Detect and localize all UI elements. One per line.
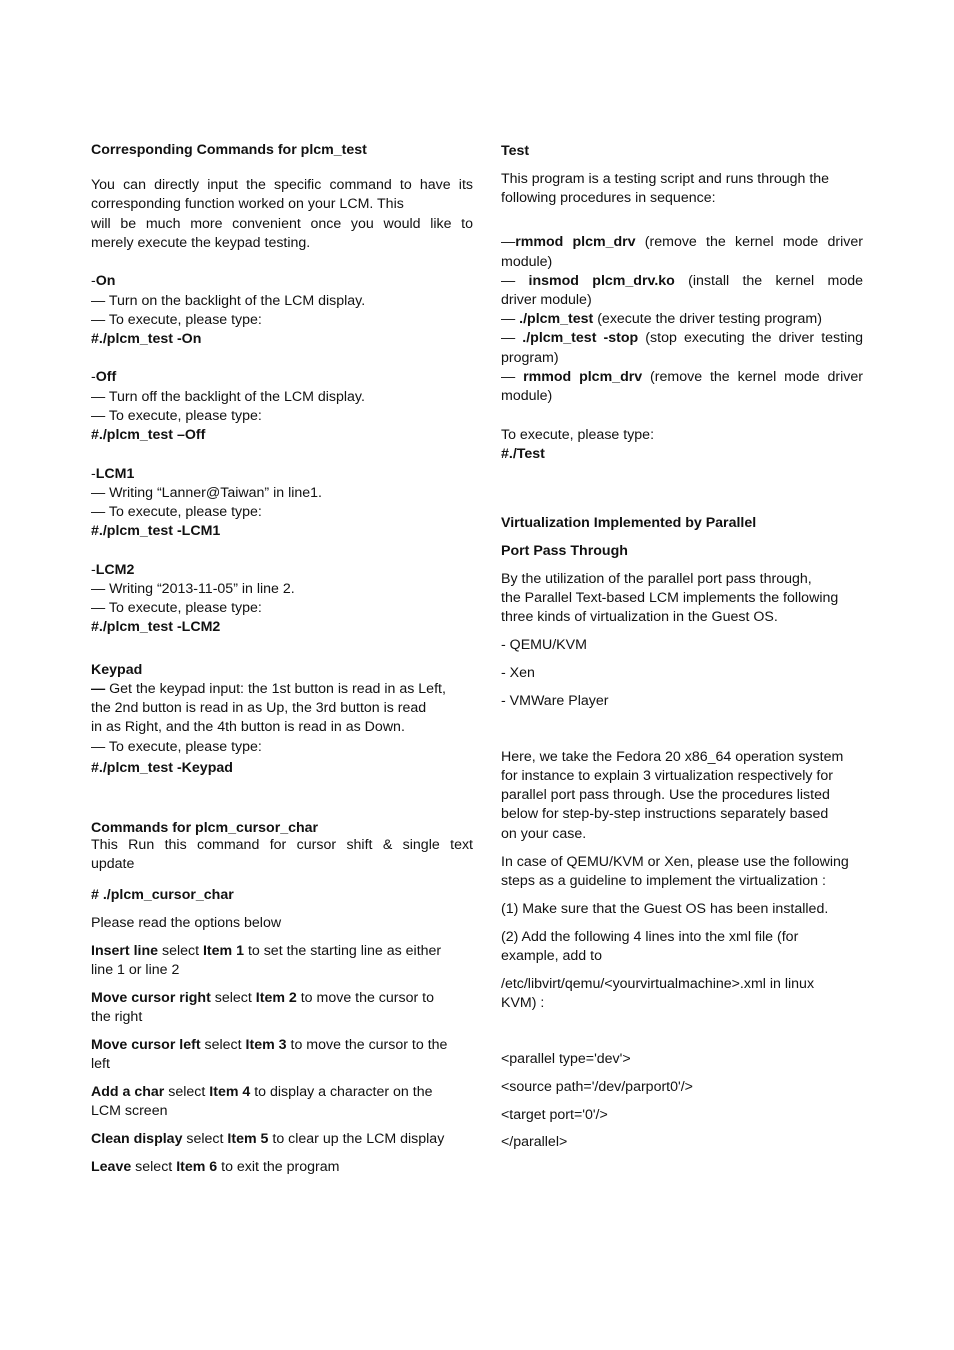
virt-title: Virtualization Implemented by Parallel — [501, 515, 757, 531]
virt-para: below for step-by-step instructions separately based — [501, 806, 829, 822]
option-item: Insert line select Item 1 to set the starting line as either — [91, 943, 442, 959]
virt-para: parallel port pass through. Use the procedures listed — [501, 787, 830, 803]
option-lcm2-instruction: — To execute, please type: — [91, 600, 262, 616]
virt-title: Port Pass Through — [501, 543, 628, 559]
option-item-cont: left — [91, 1056, 110, 1072]
virt-para: steps as a guideline to implement the virtualization : — [501, 873, 826, 889]
option-lcm2-command: #./plcm_test -LCM2 — [91, 619, 221, 635]
virt-para: three kinds of virtualization in the Guest OS. — [501, 609, 778, 625]
option-off-command: #./plcm_test –Off — [91, 427, 206, 443]
option-item: Leave select Item 6 to exit the program — [91, 1159, 340, 1175]
virt-para: on your case. — [501, 826, 587, 842]
cursor-desc: This Run this command for cursor shift & single text — [91, 837, 473, 853]
virt-step: example, add to — [501, 948, 602, 964]
virt-step: (1) Make sure that the Guest OS has been installed. — [501, 901, 829, 917]
test-desc: following procedures in sequence: — [501, 190, 716, 206]
xml-line: </parallel> — [501, 1134, 568, 1150]
option-item: Add a char select Item 4 to display a character on the — [91, 1084, 433, 1100]
option-off-instruction: — To execute, please type: — [91, 408, 262, 424]
option-lcm1-command: #./plcm_test -LCM1 — [91, 523, 221, 539]
option-on-command: #./plcm_test -On — [91, 331, 202, 347]
virt-para: Here, we take the Fedora 20 x86_64 operation system — [501, 749, 844, 765]
cursor-desc: update — [91, 856, 135, 872]
intro-line: You can directly input the specific command to have its — [91, 177, 473, 193]
test-step-cont: program) — [501, 350, 559, 366]
option-lcm2-desc: — Writing “2013-11-05” in line 2. — [91, 581, 295, 597]
xml-path: /etc/libvirt/qemu/<yourvirtualmachine>.xml in linux — [501, 976, 815, 992]
option-lcm2-title: -LCM2 — [91, 562, 135, 578]
keypad-desc: — Get the keypad input: the 1st button is read in as Left, — [91, 681, 446, 697]
test-title: Test — [501, 143, 530, 159]
virt-kind: - VMWare Player — [501, 693, 609, 709]
virt-kind: - Xen — [501, 665, 535, 681]
intro-line: corresponding function worked on your LCM. This — [91, 196, 404, 212]
xml-line: <target port='0'/> — [501, 1107, 608, 1123]
option-lcm1-instruction: — To execute, please type: — [91, 504, 262, 520]
virt-para: the Parallel Text-based LCM implements the following — [501, 590, 839, 606]
virt-para: In case of QEMU/KVM or Xen, please use the following — [501, 854, 849, 870]
option-off-title: -Off — [91, 369, 117, 385]
test-step: —rmmod plcm_drv (remove the kernel mode driver — [501, 234, 864, 250]
option-off-desc: — Turn off the backlight of the LCM display. — [91, 389, 365, 405]
intro-line: will be much more convenient once you would like to — [91, 216, 473, 232]
cursor-title: Commands for plcm_cursor_char — [91, 820, 319, 836]
test-step-cont: driver module) — [501, 292, 592, 308]
test-step: — rmmod plcm_drv (remove the kernel mode driver — [501, 369, 863, 385]
test-step: — insmod plcm_drv.ko (install the kernel mode — [501, 273, 863, 289]
test-instruction: To execute, please type: — [501, 427, 655, 443]
option-lcm1-title: -LCM1 — [91, 466, 135, 482]
test-step-cont: module) — [501, 388, 553, 404]
virt-kind: - QEMU/KVM — [501, 637, 587, 653]
test-step-cont: module) — [501, 254, 553, 270]
xml-line: <parallel type='dev'> — [501, 1051, 631, 1067]
virt-para: for instance to explain 3 virtualization respectively for — [501, 768, 833, 784]
option-lcm1-desc: — Writing “Lanner@Taiwan” in line1. — [91, 485, 322, 501]
xml-line: <source path='/dev/parport0'/> — [501, 1079, 693, 1095]
option-item: Move cursor right select Item 2 to move the cursor to — [91, 990, 435, 1006]
option-on-title: -On — [91, 273, 116, 289]
keypad-title: Keypad — [91, 662, 143, 678]
cursor-command: # ./plcm_cursor_char — [91, 887, 234, 903]
option-item-cont: LCM screen — [91, 1103, 168, 1119]
option-item-cont: the right — [91, 1009, 143, 1025]
test-desc: This program is a testing script and runs through the — [501, 171, 830, 187]
keypad-desc: the 2nd button is read in as Up, the 3rd button is read — [91, 700, 427, 716]
option-on-desc: — Turn on the backlight of the LCM display. — [91, 293, 366, 309]
test-step: — ./plcm_test (execute the driver testing program) — [501, 311, 822, 327]
virt-para: By the utilization of the parallel port pass through, — [501, 571, 812, 587]
keypad-instruction: — To execute, please type: — [91, 739, 262, 755]
xml-path: KVM) : — [501, 995, 545, 1011]
virt-step: (2) Add the following 4 lines into the xml file (for — [501, 929, 799, 945]
option-item: Move cursor left select Item 3 to move the cursor to the — [91, 1037, 448, 1053]
option-item: Clean display select Item 5 to clear up the LCM display — [91, 1131, 445, 1147]
test-step: — ./plcm_test -stop (stop executing the driver testing — [501, 330, 863, 346]
section-heading: Corresponding Commands for plcm_test — [91, 142, 367, 158]
intro-line: merely execute the keypad testing. — [91, 235, 311, 251]
keypad-command: #./plcm_test -Keypad — [91, 760, 233, 776]
option-on-instruction: — To execute, please type: — [91, 312, 262, 328]
option-item-cont: line 1 or line 2 — [91, 962, 180, 978]
test-command: #./Test — [501, 446, 545, 462]
options-intro: Please read the options below — [91, 915, 282, 931]
keypad-desc: in as Right, and the 4th button is read in as Down. — [91, 719, 405, 735]
